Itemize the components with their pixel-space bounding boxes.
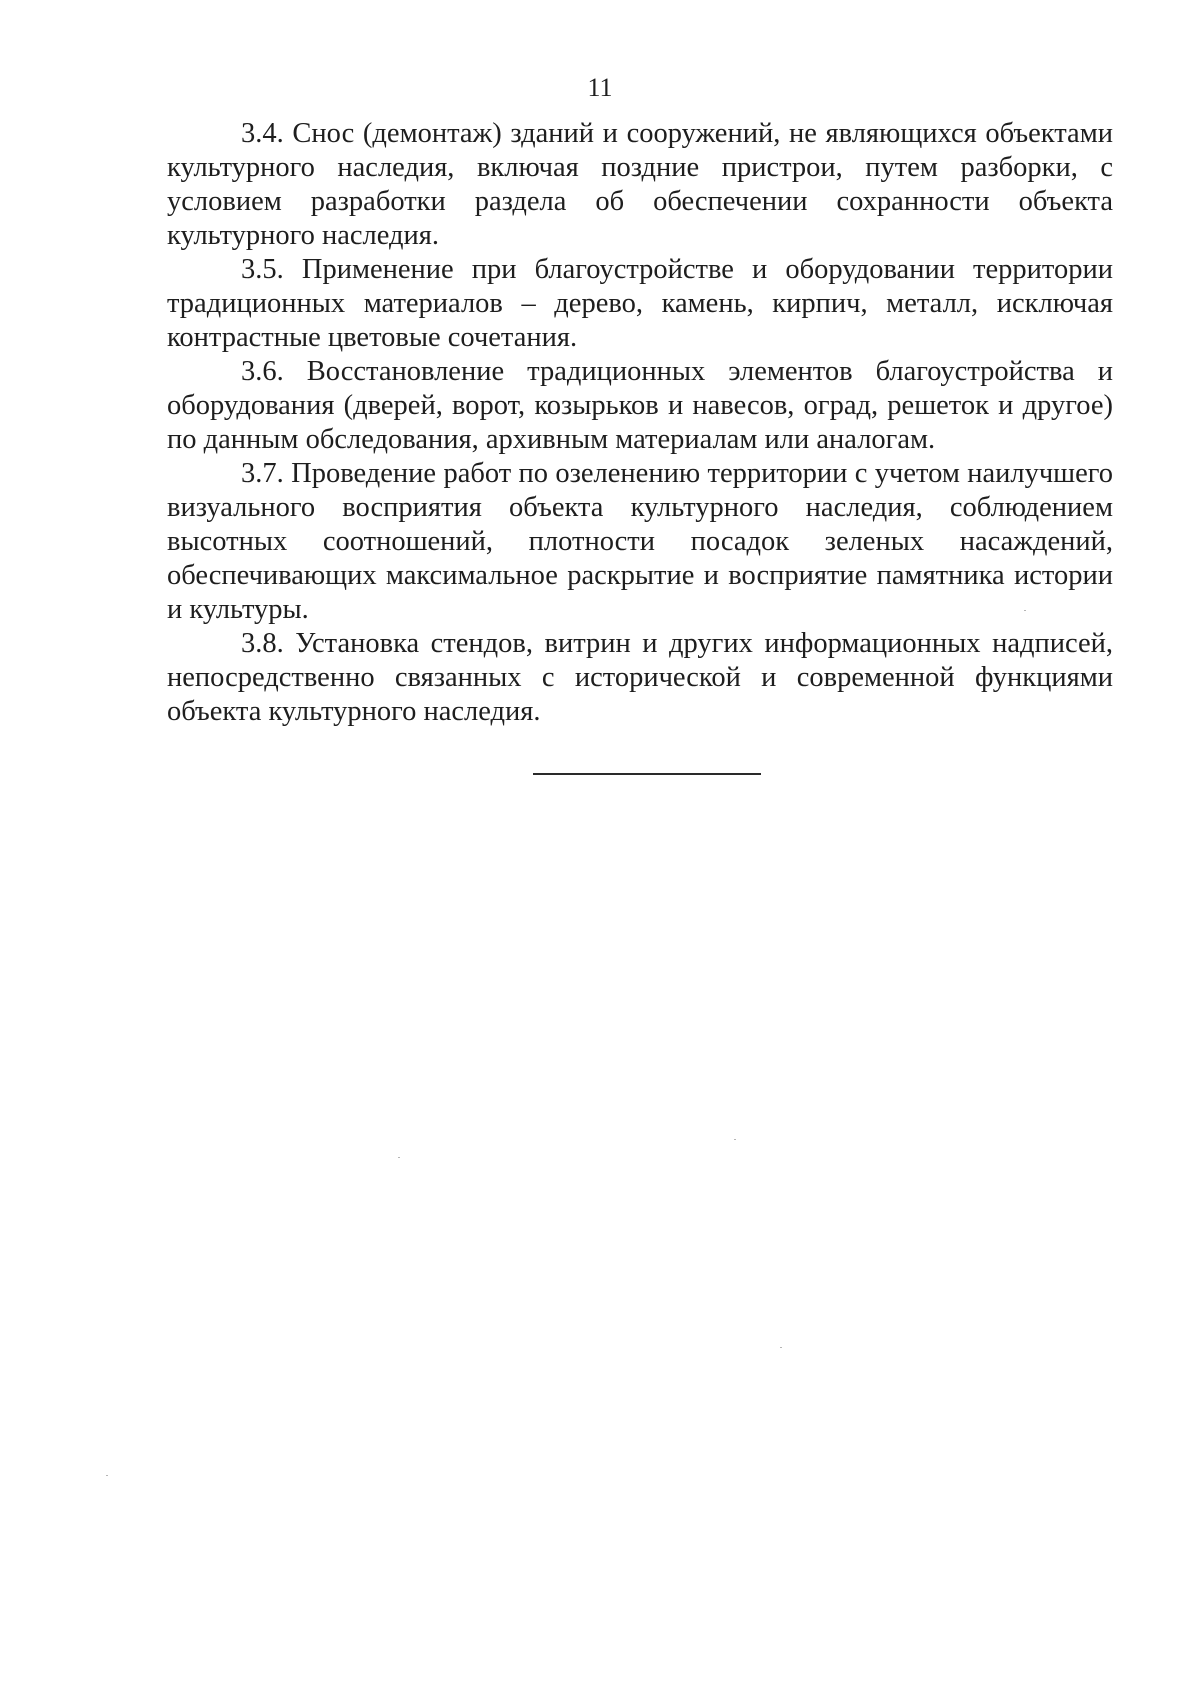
paragraph-text: Проведение работ по озеленению территории с учетом наилучшего визуального восприятия объекта культурного наследия, соблюдением высотных соотношений, плотности посадок зеленых насаждений, обеспечивающих максимальное раскрытие и восприятие памятника истории и культуры.: [167, 458, 1114, 625]
paragraph-number: 3.5.: [241, 254, 284, 285]
scan-speck: [1024, 610, 1026, 611]
page-number: 11: [587, 73, 613, 102]
paragraph-3-5: [167, 253, 1113, 355]
paragraph-number: 3.8.: [241, 628, 284, 659]
paragraph-text: Применение при благоустройстве и оборудовании территории традиционных материалов – дерево, камень, кирпич, металл, исключая контрастные цветовые сочетания.: [167, 254, 1113, 353]
paragraph-text: Восстановление традиционных элементов благоустройства и оборудования (дверей, ворот, козырьков и навесов, оград, решеток и другое) по данным обследования, архивным материалам или аналогам.: [167, 356, 1113, 455]
paragraph-3-6: [167, 355, 1113, 457]
paragraph-3-8: [167, 627, 1113, 729]
paragraph-3-7: [167, 457, 1113, 627]
paragraph-text: Установка стендов, витрин и других информационных надписей, непосредственно связанных с исторической и современной функциями объекта культурного наследия.: [167, 628, 1114, 727]
paragraph-number: 3.6.: [241, 356, 284, 387]
scan-speck: [106, 1475, 108, 1476]
paragraph-number: 3.4.: [241, 118, 284, 149]
paragraph-number: 3.7.: [241, 458, 284, 489]
scan-speck: [780, 1347, 782, 1348]
paragraph-text: Снос (демонтаж) зданий и сооружений, не являющихся объектами культурного наследия, включая поздние пристрои, путем разборки, с условием разработки раздела об обеспечении сохранности объекта культурного наследия.: [167, 118, 1113, 251]
paragraph-3-4: [167, 117, 1113, 253]
scan-speck: [734, 1139, 736, 1140]
document-body: [167, 117, 1113, 729]
end-of-text-rule: [533, 773, 761, 775]
scan-speck: [398, 1157, 400, 1158]
